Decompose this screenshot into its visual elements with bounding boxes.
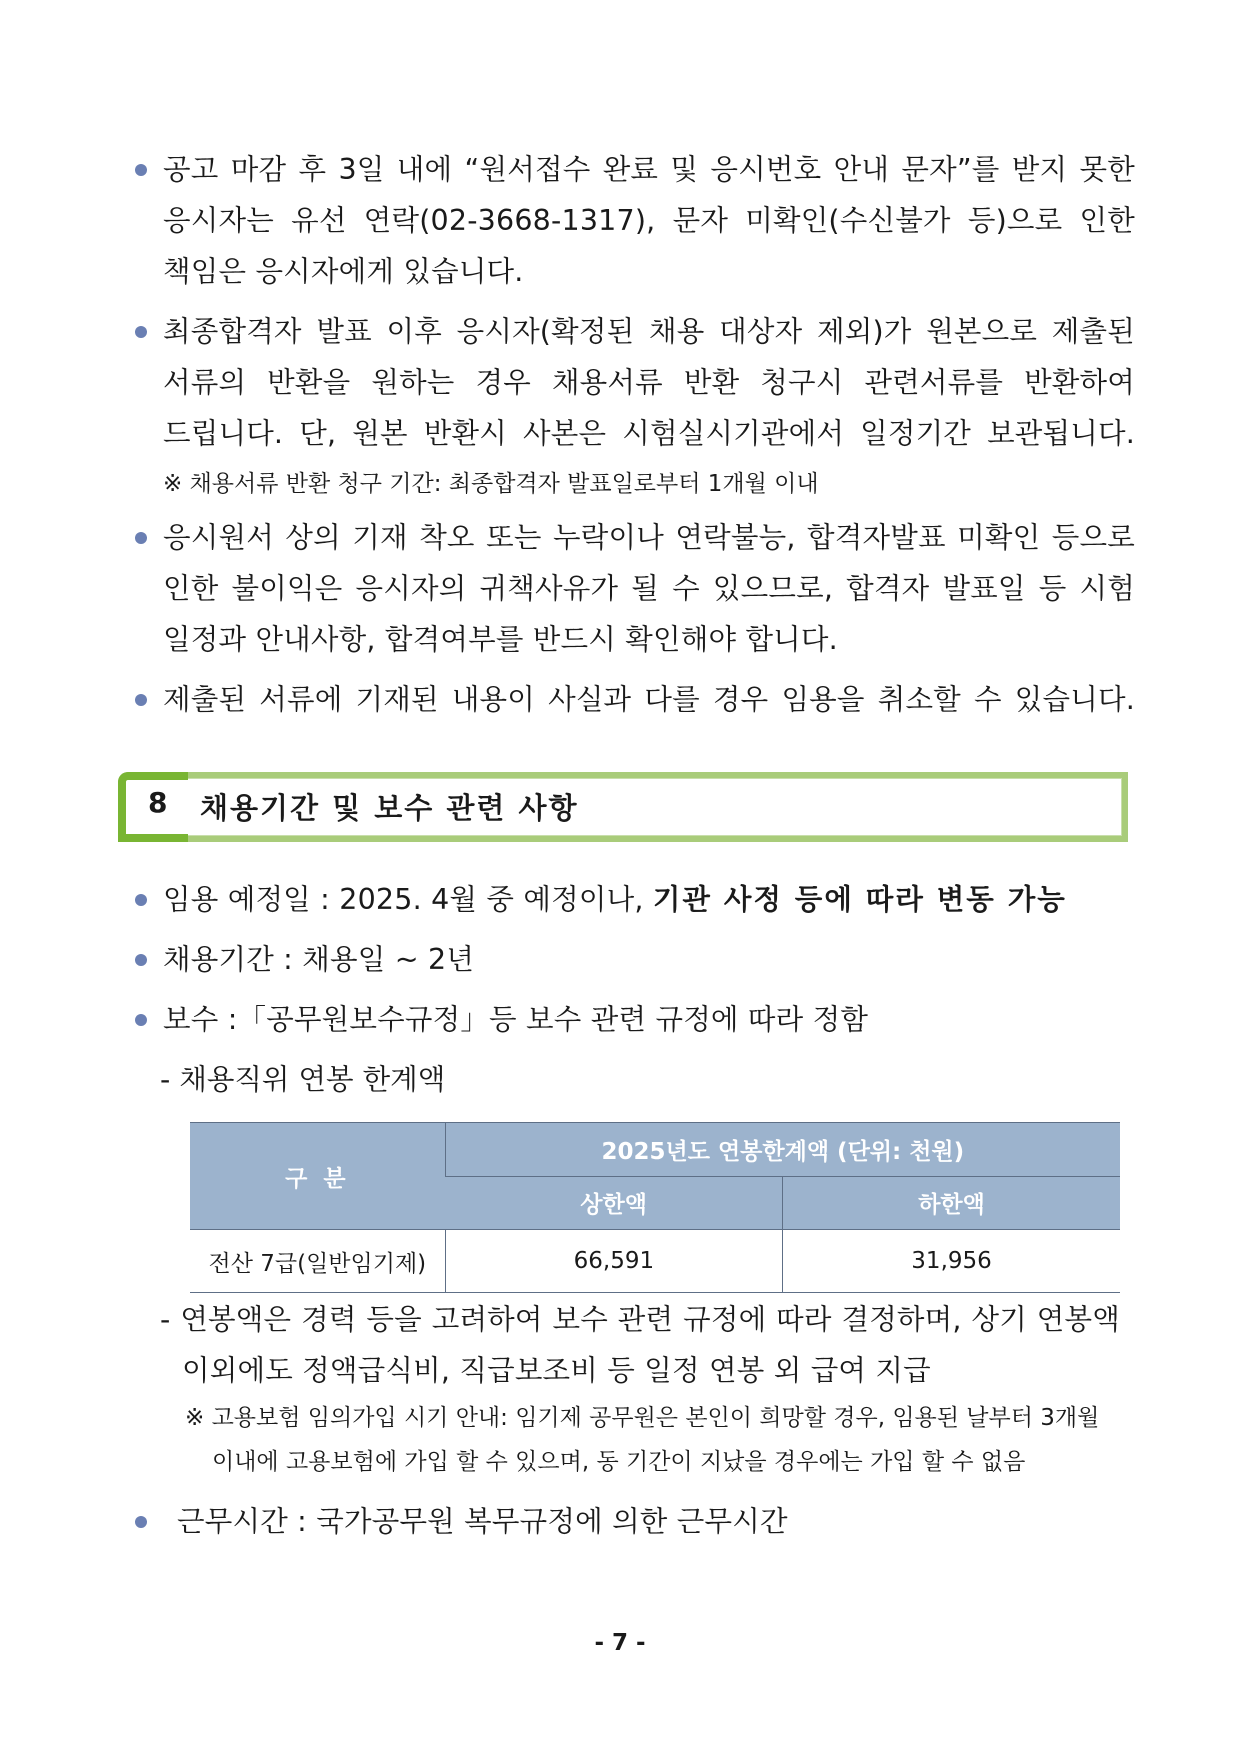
table-header-year: 2025년도 연봉한계액 (단위: 천원) — [445, 1123, 1120, 1177]
salary-decision-note — [160, 1294, 1120, 1396]
notice-bullet-document-return — [135, 306, 1135, 459]
pay-text: 보수 :「공무원보수규정」등 보수 관련 규정에 따라 정함 — [163, 1003, 869, 1036]
notice-bullet-applicant-responsibility — [135, 512, 1135, 665]
text-line: 인한 불이익은 응시자의 귀책사유가 될 수 있으므로, 합격자 발표일 등 시험 — [163, 572, 1135, 605]
return-period-note: ※ 채용서류 반환 청구 기간: 최종합격자 발표일로부터 1개월 이내 — [163, 471, 819, 497]
text-line: 공고 마감 후 3일 내에 “원서접수 완료 및 응시번호 안내 문자”를 받지 못한 — [163, 153, 1135, 186]
bullet-dot-icon — [135, 954, 147, 966]
bullet-dot-icon — [135, 326, 147, 338]
insurance-note-line2: 이내에 고용보험에 가입 할 수 있으며, 동 기간이 지났을 경우에는 가입 할 수 없음 — [212, 1449, 1026, 1475]
table-header-lower: 하한액 — [783, 1176, 1120, 1230]
text-line: - 연봉액은 경력 등을 고려하여 보수 관련 규정에 따라 결정하며, 상기 연봉액 — [160, 1303, 1120, 1336]
bullet-dot-icon — [135, 164, 147, 176]
appointment-date-text: 임용 예정일 : 2025. 4월 중 예정이나, — [163, 883, 653, 916]
bullet-dot-icon — [135, 1516, 147, 1528]
table-header-upper: 상한액 — [445, 1176, 782, 1230]
work-hours-bullet — [135, 1496, 1135, 1547]
employment-period-bullet — [135, 934, 1135, 985]
appointment-date-bullet — [135, 874, 1135, 925]
text-line: 일정과 안내사항, 합격여부를 반드시 확인해야 합니다. — [163, 623, 838, 656]
table-cell-lower: 31,956 — [783, 1230, 1120, 1293]
section-header — [118, 772, 1128, 842]
salary-table — [190, 1122, 1120, 1293]
insurance-note-line1: ※ 고용보험 임의가입 시기 안내: 임기제 공무원은 본인이 희망할 경우, 임용된 날부터 3개월 — [185, 1405, 1100, 1431]
notice-bullet-sms — [135, 144, 1135, 297]
text-line: 응시자는 유선 연락(02-3668-1317), 문자 미확인(수신불가 등)으로 인한 — [163, 204, 1135, 237]
text-line: 최종합격자 발표 이후 응시자(확정된 채용 대상자 제외)가 원본으로 제출된 — [163, 315, 1135, 348]
section-number: 8 — [148, 786, 168, 819]
table-row — [190, 1230, 1120, 1293]
salary-limit-label: - 채용직위 연봉 한계액 — [160, 1063, 446, 1096]
page-number: - 7 - — [594, 1630, 646, 1656]
table-header-category: 구 분 — [190, 1123, 445, 1230]
pay-bullet — [135, 994, 1135, 1045]
table-cell-upper: 66,591 — [445, 1230, 782, 1293]
text-line: 이외에도 정액급식비, 직급보조비 등 일정 연봉 외 급여 지급 — [182, 1354, 931, 1387]
appointment-date-bold: 기관 사정 등에 따라 변동 가능 — [652, 883, 1067, 916]
employment-period-text: 채용기간 : 채용일 ~ 2년 — [163, 943, 475, 976]
section-title: 채용기간 및 보수 관련 사항 — [200, 791, 579, 825]
bullet-dot-icon — [135, 1014, 147, 1026]
text-line: 응시원서 상의 기재 착오 또는 누락이나 연락불능, 합격자발표 미확인 등으로 — [163, 521, 1135, 554]
bullet-dot-icon — [135, 532, 147, 544]
text-line: 드립니다. 단, 원본 반환시 사본은 시험실시기관에서 일정기간 보관됩니다. — [163, 417, 1135, 450]
notice-bullet-cancellation — [135, 674, 1135, 725]
bullet-dot-icon — [135, 894, 147, 906]
text-line: 서류의 반환을 원하는 경우 채용서류 반환 청구시 관련서류를 반환하여 — [163, 366, 1135, 399]
text-line: 책임은 응시자에게 있습니다. — [163, 255, 524, 288]
bullet-dot-icon — [135, 694, 147, 706]
text-line: 제출된 서류에 기재된 내용이 사실과 다를 경우 임용을 취소할 수 있습니다. — [163, 683, 1135, 716]
work-hours-text: 근무시간 : 국가공무원 복무규정에 의한 근무시간 — [177, 1505, 788, 1538]
table-cell-position: 전산 7급(일반임기제) — [190, 1230, 445, 1293]
